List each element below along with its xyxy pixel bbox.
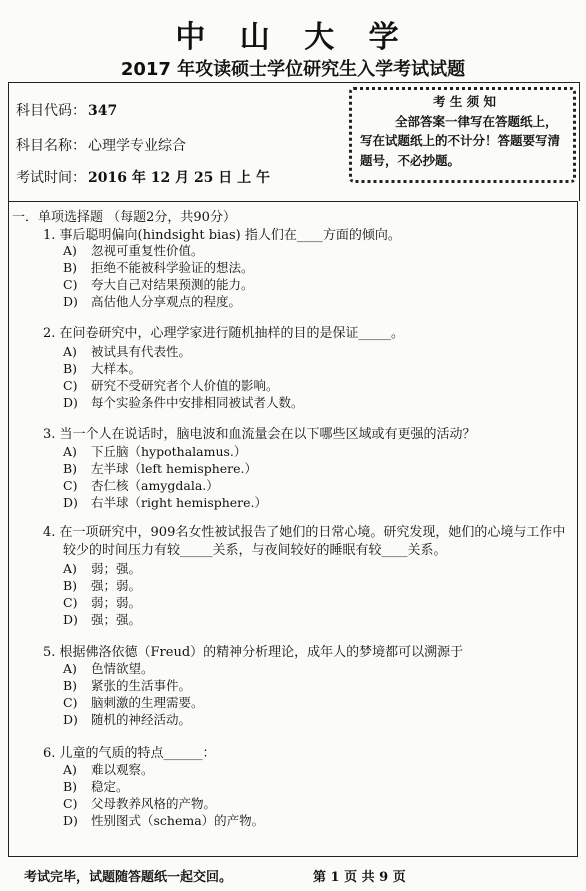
option [63,476,219,494]
option-text: 右半球（right hemisphere.） [91,495,268,510]
option-label: C) [63,478,78,493]
notice-title: 考 生 须 知 [432,94,497,109]
option [63,459,257,477]
subject-name-label: 科目名称： [16,138,86,154]
option [63,794,216,812]
option [63,693,204,711]
option-text: 紧张的生活事件。 [91,678,192,693]
option-label: A) [63,762,77,777]
question-stem: 1. 事后聪明偏向(hindsight bias) 指人们在____方面的倾向。 [43,228,401,243]
option [63,610,141,628]
option-label: D) [63,612,78,627]
option-text: 父母教养风格的产物。 [91,796,217,811]
option-text: 色情欲望。 [91,661,154,676]
option-text: 左半球（left hemisphere.） [91,461,258,476]
option-label: D) [63,495,78,510]
option [63,393,304,411]
subject-code [16,100,117,120]
option-label: D) [63,294,78,309]
option-text: 被试具有代表性。 [91,344,192,359]
option-label: C) [63,695,78,710]
option-text: 强；弱。 [91,578,142,593]
option-text: 夸大自己对结果预测的能力。 [91,277,254,292]
option-text: 拒绝不能被科学验证的想法。 [91,260,254,275]
option-text: 研究不受研究者个人价值的影响。 [91,378,279,393]
option-label: B) [63,578,78,593]
page-number: 第 1 页 共 9 页 [313,870,406,885]
option-label: B) [63,361,78,376]
option-label: D) [63,395,78,410]
option-label: D) [63,813,78,828]
option-label: A) [63,344,77,359]
option [63,559,141,577]
notice-body: 全部答案一律写在答题纸上，写在试题纸上的不计分！答题要写清题号，不必抄题。 [360,113,561,168]
option [63,593,141,611]
option-label: A) [63,444,77,459]
question-stem: 5. 根据佛洛依德（Freud）的精神分析理论，成年人的梦境都可以溯源于 [43,645,464,660]
option-text: 杏仁核（amygdala.） [91,478,219,493]
subject-code-value: 347 [88,103,118,119]
option [63,442,246,460]
option-text: 高估他人分享观点的程度。 [91,294,242,309]
candidate-notice [349,87,576,183]
option [63,760,154,778]
option [63,342,191,360]
option [63,811,264,829]
option [63,710,191,728]
option-text: 大样本。 [91,361,142,376]
option-text: 忽视可重复性价值。 [91,243,204,258]
question-stem: 4. 在一项研究中，909名女性被试报告了她们的日常心境。研究发现，她们的心境与工作中 [43,525,566,540]
option-label: B) [63,779,78,794]
option-label: B) [63,678,78,693]
exam-time-value: 2016 年 12 月 25 日 上 午 [88,170,271,186]
option-text: 脑刺激的生理需要。 [91,695,204,710]
option-text: 每个实验条件中安排相同被试者人数。 [91,395,304,410]
option-text: 随机的神经活动。 [91,712,192,727]
subject-code-label: 科目代码： [16,103,86,119]
option-text: 强；强。 [91,612,142,627]
option-text: 下丘脑（hypothalamus.） [91,444,247,459]
subject-name-value: 心理学专业综合 [88,138,186,154]
option-label: A) [63,561,77,576]
option-label: C) [63,595,78,610]
option-text: 稳定。 [91,779,129,794]
question-stem: 6. 儿童的气质的特点______： [43,746,216,761]
option-label: C) [63,796,78,811]
option [63,576,141,594]
option-text: 性别图式（schema）的产物。 [91,813,265,828]
option-label: D) [63,712,78,727]
option [63,258,254,276]
section-title: 一．单项选择题 （每题2分，共90分） [12,210,236,225]
option [63,659,154,677]
option-label: A) [63,243,77,258]
option-label: A) [63,661,77,676]
option [63,376,279,394]
option [63,493,267,511]
option [63,241,204,259]
exam-title: 2017 年攻读硕士学位研究生入学考试试题 [120,59,466,80]
question-stem: 2. 在问卷研究中，心理学家进行随机抽样的目的是保证_____。 [43,326,405,341]
exam-time-label: 考试时间： [16,170,86,186]
option [63,292,241,310]
option-label: B) [63,260,78,275]
option [63,777,129,795]
option [63,676,191,694]
exam-time [16,167,270,187]
university-title: 中 山 大 学 [175,20,411,55]
option-text: 难以观察。 [91,762,154,777]
footer-instruction: 考试完毕，试题随答题纸一起交回。 [24,870,233,885]
option [63,275,254,293]
option-text: 弱；弱。 [91,595,142,610]
question-stem: 3. 当一个人在说话时，脑电波和血流量会在以下哪些区域或有更强的活动？ [43,427,476,442]
option-text: 弱；强。 [91,561,142,576]
option-label: C) [63,378,78,393]
option [63,359,141,377]
option-label: C) [63,277,78,292]
question-stem-continued: 较少的时间压力有较_____关系，与夜间较好的睡眠有较____关系。 [63,543,447,558]
subject-name [16,135,186,155]
option-label: B) [63,461,78,476]
